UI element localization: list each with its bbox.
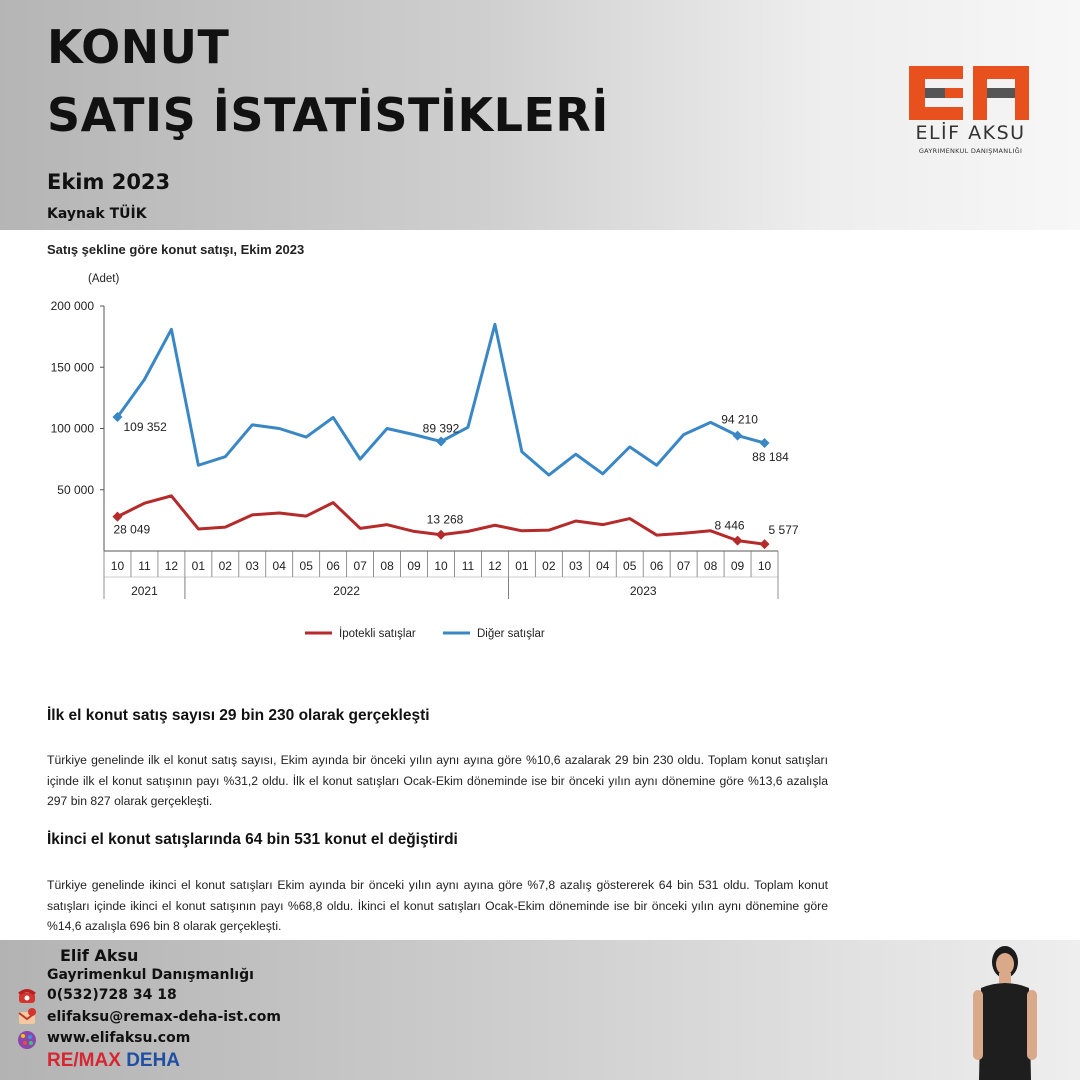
- chart-title: Satış şekline göre konut satışı, Ekim 2023: [47, 242, 305, 257]
- website-link[interactable]: www.elifaksu.com: [47, 1030, 191, 1046]
- x-tick-label: 01: [191, 559, 206, 573]
- logo-name: ELİF AKSU: [915, 122, 1026, 144]
- section-heading-first-hand: İlk el konut satış sayısı 29 bin 230 olarak gerçekleşti: [47, 707, 430, 724]
- x-tick-label: 09: [730, 559, 745, 573]
- y-tick-label: 150 000: [50, 360, 94, 375]
- x-tick-label: 07: [676, 559, 691, 573]
- data-point-marker: [733, 536, 743, 546]
- x-tick-label: 03: [569, 559, 583, 573]
- globe-icon: [16, 1029, 38, 1051]
- x-tick-label: 10: [757, 559, 772, 573]
- email-icon: [16, 1006, 38, 1028]
- x-tick-label: 05: [299, 559, 313, 573]
- data-label: 88 184: [752, 449, 789, 464]
- agent-company: Gayrimenkul Danışmanlığı: [47, 967, 254, 983]
- logo-tagline: GAYRIMENKUL DANIŞMANLIĞI: [918, 147, 1023, 155]
- x-tick-label: 01: [515, 559, 529, 573]
- x-tick-label: 10: [434, 559, 448, 573]
- page-title-line1: KONUT: [47, 20, 230, 74]
- x-tick-label: 11: [138, 559, 151, 573]
- series-line: [117, 324, 764, 475]
- phone-icon: [16, 984, 38, 1006]
- page-title-line2: SATIŞ İSTATİSTİKLERİ: [47, 88, 609, 142]
- remax-logo: RE/MAX DEHA: [47, 1050, 181, 1071]
- data-label: 5 577: [768, 523, 799, 538]
- x-tick-label: 03: [245, 559, 259, 573]
- legend-label: İpotekli satışlar: [339, 628, 416, 640]
- x-tick-label: 02: [218, 559, 232, 573]
- document-area: [0, 230, 1080, 940]
- year-label: 2023: [629, 584, 657, 598]
- legend-label: Diğer satışlar: [477, 628, 545, 640]
- x-tick-label: 04: [272, 559, 286, 573]
- year-label: 2022: [333, 584, 360, 598]
- agent-name: Elif Aksu: [60, 946, 139, 965]
- x-tick-label: 04: [596, 559, 610, 573]
- x-tick-label: 08: [380, 559, 394, 573]
- paragraph-first-hand: Türkiye genelinde ilk el konut satış sayısı, Ekim ayında bir önceki yılın aynı ayına göre %10,6 azalarak 29 bin 230 oldu. Toplam konut satışları içinde ilk el konut satışının payı %31,2 oldu. İlk el konut satışları Ocak-Ekim döneminde ise bir önceki yılın aynı dönemine göre %13,6 azalışla 297 bin 827 olarak gerçekleşti.: [47, 753, 828, 808]
- data-point-marker: [760, 539, 770, 549]
- data-point-marker: [760, 438, 770, 448]
- data-point-marker: [112, 512, 122, 522]
- page-subtitle: Ekim 2023: [47, 170, 171, 194]
- data-label: 13 268: [426, 512, 464, 527]
- email-address[interactable]: elifaksu@remax-deha-ist.com: [47, 1009, 281, 1025]
- y-tick-label: 100 000: [50, 421, 94, 436]
- data-label: 109 352: [123, 420, 167, 435]
- x-tick-label: 02: [542, 559, 556, 573]
- data-point-marker: [436, 530, 446, 540]
- header-banner: [0, 0, 1080, 230]
- contact-footer: [0, 940, 1080, 1080]
- x-tick-label: 06: [326, 559, 340, 573]
- data-label: 28 049: [113, 522, 151, 537]
- y-axis-label: (Adet): [88, 273, 120, 285]
- agent-photo: [965, 940, 1045, 1080]
- x-tick-label: 09: [407, 559, 421, 573]
- x-tick-label: 08: [703, 559, 718, 573]
- data-label: 8 446: [714, 518, 745, 533]
- x-tick-label: 12: [488, 559, 502, 573]
- paragraph-second-hand: Türkiye genelinde ikinci el konut satışları Ekim ayında bir önceki yılın aynı ayına göre %7,8 azalış göstererek 64 bin 531 oldu. Toplam konut satışları içinde ikinci el konut satışının payı %68,8 oldu. İkinci el konut satışları Ocak-Ekim döneminde ise bir önceki yılın aynı dönemine göre %14,6 azalışla 696 bin 8 olarak gerçekleşti.: [47, 878, 828, 933]
- year-label: 2021: [131, 584, 158, 598]
- x-tick-label: 07: [353, 559, 367, 573]
- x-tick-label: 11: [461, 559, 475, 573]
- data-label: 89 392: [422, 421, 460, 436]
- phone-number[interactable]: 0(532)728 34 18: [47, 987, 177, 1003]
- x-tick-label: 05: [623, 559, 637, 573]
- data-label: 94 210: [721, 412, 758, 427]
- source-label: Kaynak TÜİK: [47, 206, 147, 222]
- chart: [0, 230, 1080, 650]
- data-point-marker: [733, 431, 743, 441]
- y-tick-label: 200 000: [50, 299, 94, 313]
- x-tick-label: 12: [164, 559, 179, 573]
- section-heading-second-hand: İkinci el konut satışlarında 64 bin 531 konut el değiştirdi: [47, 831, 458, 848]
- y-tick-label: 50 000: [57, 482, 94, 497]
- x-tick-label: 06: [650, 559, 664, 573]
- x-tick-label: 10: [110, 559, 125, 573]
